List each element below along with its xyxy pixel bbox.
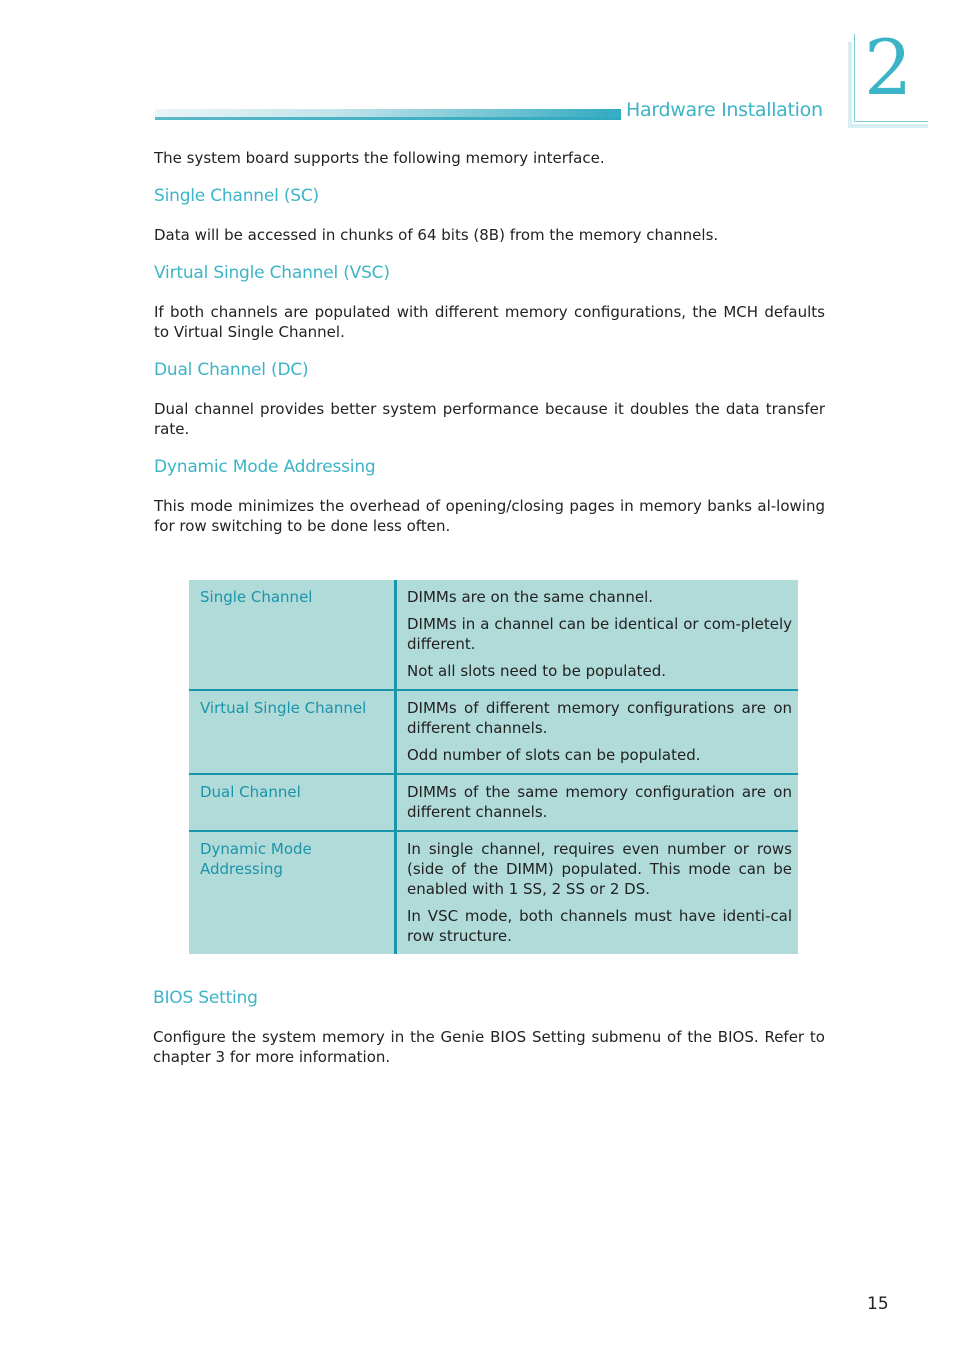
table-row xyxy=(189,690,798,774)
table-desc-line: Odd number of slots can be populated. xyxy=(407,746,701,764)
header-bar-cap xyxy=(608,110,621,118)
heading-virtual-single-channel: Virtual Single Channel (VSC) xyxy=(154,263,390,283)
header-rule xyxy=(155,117,621,120)
table-row xyxy=(189,831,798,954)
table-desc-line: DIMMs of the same memory configuration are on different channels. xyxy=(407,783,792,821)
section-title: Hardware Installation xyxy=(626,99,823,121)
paragraph-single-channel: Data will be accessed in chunks of 64 bits (8B) from the memory channels. xyxy=(154,226,719,244)
table-desc-line: In VSC mode, both channels must have identi-cal row structure. xyxy=(407,907,792,945)
heading-dynamic-mode: Dynamic Mode Addressing xyxy=(154,457,376,477)
table-desc-line: DIMMs in a channel can be identical or com-pletely different. xyxy=(407,615,792,653)
table-row-desc xyxy=(396,831,799,954)
table-row-label: Dynamic Mode Addressing xyxy=(189,831,396,954)
main-content xyxy=(154,148,825,554)
table-row-desc xyxy=(396,774,799,831)
page-number: 15 xyxy=(867,1294,889,1314)
paragraph-bios-setting: Configure the system memory in the Genie BIOS Setting submenu of the BIOS. Refer to chapter 3 for more information. xyxy=(153,1028,825,1066)
table-row-desc xyxy=(396,580,799,690)
table-row xyxy=(189,580,798,690)
table-row-label: Dual Channel xyxy=(189,774,396,831)
heading-dual-channel: Dual Channel (DC) xyxy=(154,360,309,380)
table-desc-line: In single channel, requires even number or rows (side of the DIMM) populated. This mode can be enabled with 1 SS, 2 SS or 2 DS. xyxy=(407,840,792,898)
table-row-label: Virtual Single Channel xyxy=(189,690,396,774)
bios-section xyxy=(153,988,825,1085)
table-row xyxy=(189,774,798,831)
memory-mode-table xyxy=(189,580,798,954)
table-desc-line: DIMMs of different memory configurations are on different channels. xyxy=(407,699,792,737)
paragraph-virtual-single-channel: If both channels are populated with different memory configurations, the MCH defaults to Virtual Single Channel. xyxy=(154,303,825,341)
table-row-label: Single Channel xyxy=(189,580,396,690)
table-desc-line: Not all slots need to be populated. xyxy=(407,662,667,680)
table-row-desc xyxy=(396,690,799,774)
heading-single-channel: Single Channel (SC) xyxy=(154,186,319,206)
intro-paragraph: The system board supports the following memory interface. xyxy=(154,149,605,167)
chapter-number: 2 xyxy=(864,23,913,112)
paragraph-dual-channel: Dual channel provides better system performance because it doubles the data transfer rate. xyxy=(154,400,825,438)
chapter-badge xyxy=(848,23,928,128)
table-desc-line: DIMMs are on the same channel. xyxy=(407,588,654,606)
heading-bios-setting: BIOS Setting xyxy=(153,988,258,1008)
paragraph-dynamic-mode: This mode minimizes the overhead of opening/closing pages in memory banks al-lowing for row switching to be done less often. xyxy=(154,497,825,535)
